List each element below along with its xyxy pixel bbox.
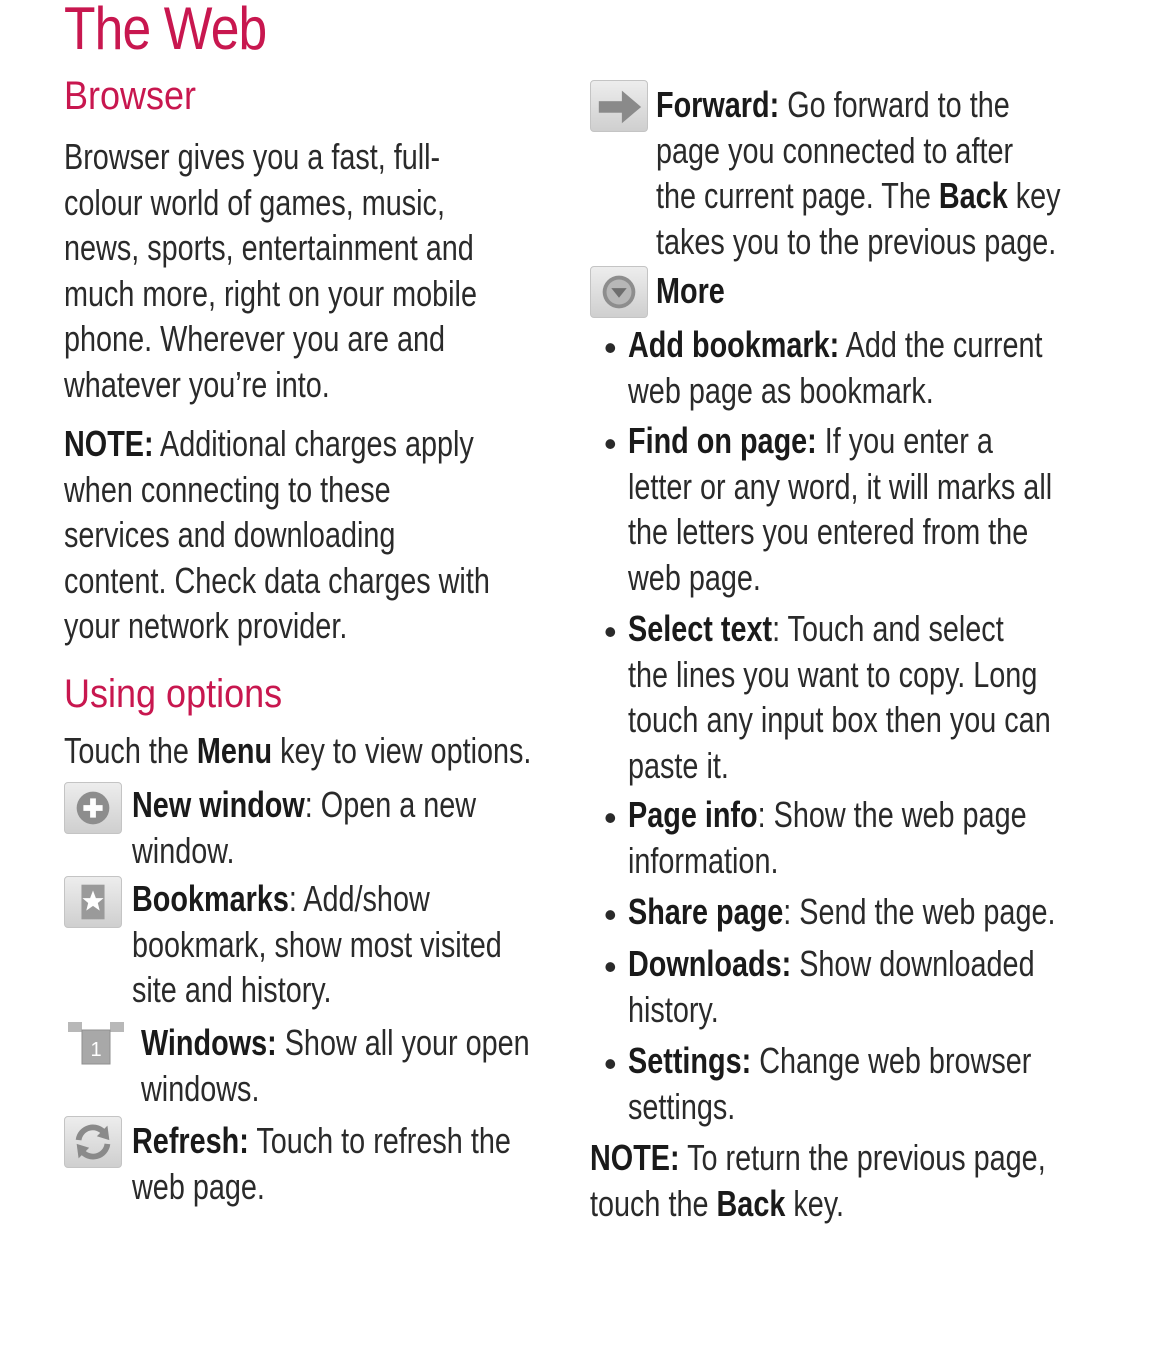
bullet-dot: • (604, 611, 617, 652)
bullet-dot: • (604, 894, 617, 935)
note-label: NOTE: (64, 423, 154, 464)
bullet-dot: • (604, 1043, 617, 1084)
more-item-settings: Settings: Change web browser settings. (628, 1040, 1032, 1127)
more-heading: More (656, 270, 725, 311)
more-item-add-bookmark: Add bookmark: Add the current web page as bookmark. (628, 324, 1043, 411)
option-forward: Forward: Go forward to the page you connected to after the current page. The Back key takes you to the previous page. (656, 84, 1061, 262)
page-title: The Web (64, 0, 267, 62)
bullet-dot: • (604, 423, 617, 464)
option-refresh: Refresh: Touch to refresh the web page. (132, 1120, 511, 1207)
bullet-dot: • (604, 797, 617, 838)
using-options-intro: Touch the Menu key to view options. (64, 730, 532, 771)
using-options-heading: Using options (64, 672, 283, 716)
option-windows: Windows: Show all your open windows. (141, 1022, 530, 1109)
refresh-icon (64, 1116, 122, 1168)
plus-icon (64, 782, 122, 834)
option-new-window: New window: Open a new window. (132, 784, 477, 871)
more-item-share-page: Share page: Send the web page. (628, 891, 1056, 932)
chevron-down-icon (590, 266, 648, 318)
option-bookmarks: Bookmarks: Add/show bookmark, show most visited site and history. (132, 878, 502, 1010)
star-icon (64, 876, 122, 928)
browser-heading: Browser (64, 74, 197, 118)
more-item-select-text: Select text: Touch and select the lines you want to copy. Long touch any input box then you can paste it. (628, 608, 1051, 786)
svg-text:1: 1 (90, 1039, 102, 1061)
windows-icon (64, 1018, 128, 1072)
arrow-right-icon (590, 80, 648, 132)
more-item-downloads: Downloads: Show downloaded history. (628, 943, 1035, 1030)
bullet-dot: • (604, 327, 617, 368)
bullet-dot: • (604, 946, 617, 987)
browser-intro: Browser gives you a fast, full- colour world of games, music, news, sports, entertainment and much more, right on your mobile phone. Wherever you are and whatever you’re into. (64, 136, 477, 405)
more-item-find-on-page: Find on page: If you enter a letter or any word, it will marks all the letters you entered from the web page. (628, 420, 1053, 598)
final-note: NOTE: To return the previous page, touch the Back key. (590, 1137, 1046, 1224)
browser-note: NOTE: Additional charges apply when connecting to these services and downloading content. Check data charges with your network provider. (64, 423, 490, 646)
more-item-page-info: Page info: Show the web page information. (628, 794, 1027, 881)
